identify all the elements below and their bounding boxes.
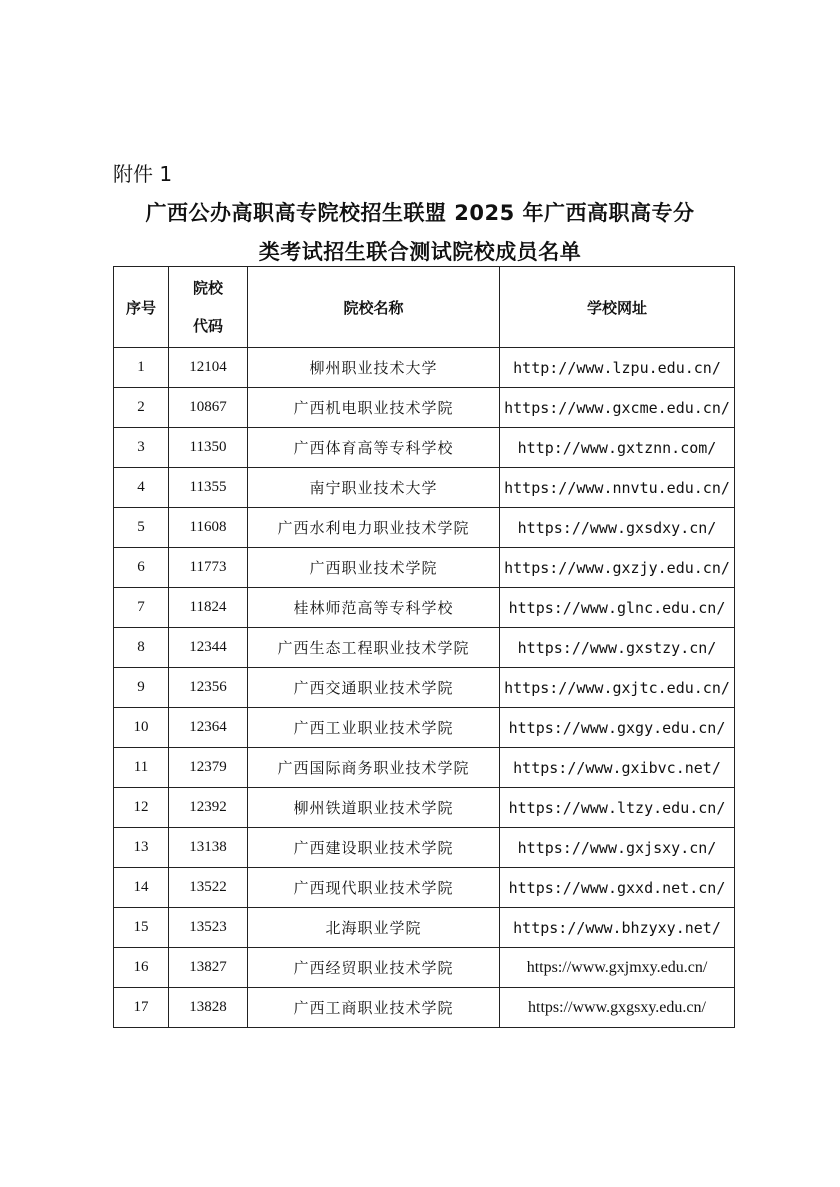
school-name: 广西机电职业技术学院 bbox=[248, 388, 500, 428]
table-header-row bbox=[114, 267, 735, 348]
school-name: 广西现代职业技术学院 bbox=[248, 868, 500, 908]
school-url-link[interactable]: https://www.nnvtu.edu.cn/ bbox=[500, 468, 735, 508]
school-name: 广西职业技术学院 bbox=[248, 548, 500, 588]
school-url-link[interactable]: https://www.bhzyxy.net/ bbox=[500, 908, 735, 948]
table-row bbox=[114, 428, 735, 468]
school-url-link[interactable]: https://www.ltzy.edu.cn/ bbox=[500, 788, 735, 828]
member-schools-table bbox=[113, 266, 735, 1028]
school-code: 12356 bbox=[169, 668, 248, 708]
school-name: 广西生态工程职业技术学院 bbox=[248, 628, 500, 668]
table-row bbox=[114, 548, 735, 588]
attachment-label: 附件 1 bbox=[113, 162, 173, 186]
table-row bbox=[114, 868, 735, 908]
school-url-link[interactable]: https://www.glnc.edu.cn/ bbox=[500, 588, 735, 628]
table-row bbox=[114, 748, 735, 788]
table-row bbox=[114, 828, 735, 868]
school-name: 广西建设职业技术学院 bbox=[248, 828, 500, 868]
table-row bbox=[114, 668, 735, 708]
school-name: 广西水利电力职业技术学院 bbox=[248, 508, 500, 548]
row-number: 5 bbox=[114, 508, 169, 548]
school-code: 12104 bbox=[169, 348, 248, 388]
school-code: 13828 bbox=[169, 988, 248, 1028]
table-row bbox=[114, 988, 735, 1028]
row-number: 2 bbox=[114, 388, 169, 428]
school-url-link[interactable]: https://www.gxgy.edu.cn/ bbox=[500, 708, 735, 748]
header-code-line-2: 代码 bbox=[192, 317, 223, 335]
table-row bbox=[114, 588, 735, 628]
header-code bbox=[169, 267, 248, 348]
table-row bbox=[114, 628, 735, 668]
table-row bbox=[114, 908, 735, 948]
school-url-link[interactable]: https://www.gxxd.net.cn/ bbox=[500, 868, 735, 908]
table-row bbox=[114, 508, 735, 548]
table-row bbox=[114, 708, 735, 748]
row-number: 15 bbox=[114, 908, 169, 948]
school-url-link[interactable]: https://www.gxzjy.edu.cn/ bbox=[500, 548, 735, 588]
school-name: 南宁职业技术大学 bbox=[248, 468, 500, 508]
header-url: 学校网址 bbox=[500, 267, 735, 348]
school-url-link[interactable]: http://www.gxtznn.com/ bbox=[500, 428, 735, 468]
school-code: 13523 bbox=[169, 908, 248, 948]
school-code: 13522 bbox=[169, 868, 248, 908]
school-code: 11608 bbox=[169, 508, 248, 548]
school-code: 11355 bbox=[169, 468, 248, 508]
table-row bbox=[114, 348, 735, 388]
table-row bbox=[114, 948, 735, 988]
school-code: 13827 bbox=[169, 948, 248, 988]
row-number: 13 bbox=[114, 828, 169, 868]
school-code: 11824 bbox=[169, 588, 248, 628]
school-name: 北海职业学院 bbox=[248, 908, 500, 948]
row-number: 4 bbox=[114, 468, 169, 508]
row-number: 1 bbox=[114, 348, 169, 388]
header-code-line-1: 院校 bbox=[192, 279, 223, 297]
row-number: 8 bbox=[114, 628, 169, 668]
school-code: 12344 bbox=[169, 628, 248, 668]
school-code: 12392 bbox=[169, 788, 248, 828]
school-name: 广西交通职业技术学院 bbox=[248, 668, 500, 708]
header-seq: 序号 bbox=[114, 267, 169, 348]
school-name: 桂林师范高等专科学校 bbox=[248, 588, 500, 628]
school-name: 广西经贸职业技术学院 bbox=[248, 948, 500, 988]
school-code: 10867 bbox=[169, 388, 248, 428]
table-body bbox=[114, 348, 735, 1028]
school-code: 11350 bbox=[169, 428, 248, 468]
header-name: 院校名称 bbox=[248, 267, 500, 348]
row-number: 12 bbox=[114, 788, 169, 828]
school-code: 13138 bbox=[169, 828, 248, 868]
row-number: 7 bbox=[114, 588, 169, 628]
school-code: 12379 bbox=[169, 748, 248, 788]
row-number: 3 bbox=[114, 428, 169, 468]
school-url-link[interactable]: http://www.lzpu.edu.cn/ bbox=[500, 348, 735, 388]
table-row bbox=[114, 388, 735, 428]
school-name: 广西工业职业技术学院 bbox=[248, 708, 500, 748]
document-title-line-1: 广西公办高职高专院校招生联盟 2025 年广西高职高专分 bbox=[145, 201, 695, 225]
school-url-link[interactable]: https://www.gxjsxy.cn/ bbox=[500, 828, 735, 868]
school-url-link[interactable]: https://www.gxgsxy.edu.cn/ bbox=[500, 988, 735, 1028]
row-number: 16 bbox=[114, 948, 169, 988]
table-row bbox=[114, 468, 735, 508]
school-url-link[interactable]: https://www.gxibvc.net/ bbox=[500, 748, 735, 788]
row-number: 10 bbox=[114, 708, 169, 748]
row-number: 9 bbox=[114, 668, 169, 708]
school-code: 12364 bbox=[169, 708, 248, 748]
row-number: 6 bbox=[114, 548, 169, 588]
school-url-link[interactable]: https://www.gxsdxy.cn/ bbox=[500, 508, 735, 548]
school-name: 柳州铁道职业技术学院 bbox=[248, 788, 500, 828]
school-url-link[interactable]: https://www.gxcme.edu.cn/ bbox=[500, 388, 735, 428]
table-row bbox=[114, 788, 735, 828]
row-number: 17 bbox=[114, 988, 169, 1028]
row-number: 11 bbox=[114, 748, 169, 788]
row-number: 14 bbox=[114, 868, 169, 908]
school-name: 广西体育高等专科学校 bbox=[248, 428, 500, 468]
school-url-link[interactable]: https://www.gxjtc.edu.cn/ bbox=[500, 668, 735, 708]
school-name: 广西国际商务职业技术学院 bbox=[248, 748, 500, 788]
school-code: 11773 bbox=[169, 548, 248, 588]
school-name: 柳州职业技术大学 bbox=[248, 348, 500, 388]
school-url-link[interactable]: https://www.gxjmxy.edu.cn/ bbox=[500, 948, 735, 988]
document-title-line-2: 类考试招生联合测试院校成员名单 bbox=[258, 240, 582, 264]
school-name: 广西工商职业技术学院 bbox=[248, 988, 500, 1028]
school-url-link[interactable]: https://www.gxstzy.cn/ bbox=[500, 628, 735, 668]
